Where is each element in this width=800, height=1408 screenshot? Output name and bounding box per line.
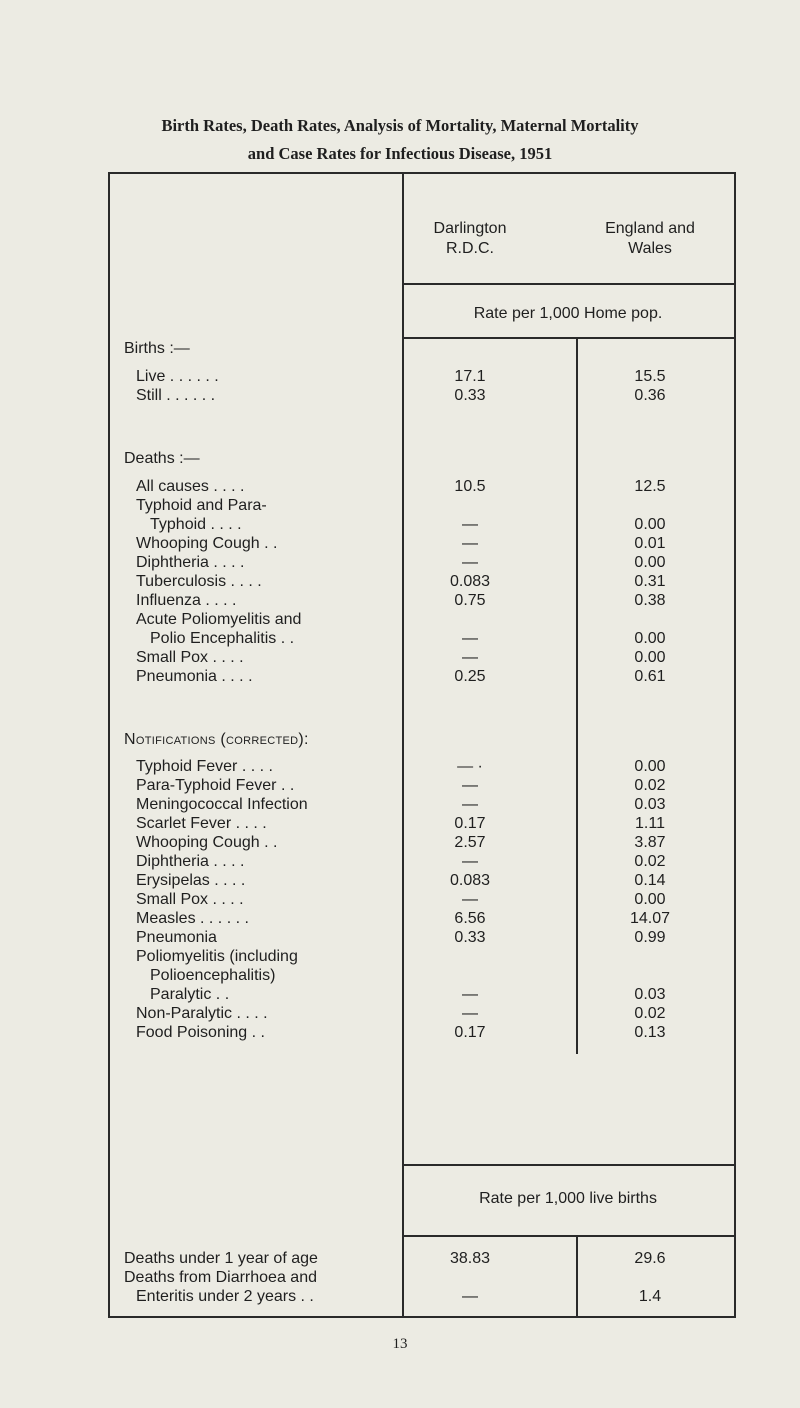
- row-label: Measles . . . . . .: [136, 910, 249, 927]
- row-value-england-wales: 0.02: [634, 777, 666, 794]
- row-value-england-wales: 0.36: [634, 387, 666, 404]
- row-label: Pneumonia: [136, 929, 217, 946]
- row-label: Typhoid Fever . . . .: [136, 758, 273, 775]
- row-value-darlington: 0.083: [449, 872, 491, 889]
- row-value-england-wales: 0.01: [634, 535, 666, 552]
- row-value-england-wales: 0.02: [634, 853, 666, 870]
- row-label: Erysipelas . . . .: [136, 872, 246, 889]
- row-value-darlington: —: [462, 891, 478, 908]
- row-value-darlington: 0.17: [454, 815, 486, 832]
- row-value-darlington: 0.083: [449, 573, 491, 590]
- row-label: Pneumonia . . . .: [136, 668, 253, 685]
- row-value-darlington: — ·: [457, 758, 483, 775]
- row-value-darlington: —: [462, 796, 478, 813]
- row-label: Whooping Cough . .: [136, 535, 278, 552]
- row-value-darlington: —: [462, 1288, 478, 1305]
- row-label: Typhoid and Para-: [136, 497, 267, 514]
- title-line-1: Birth Rates, Death Rates, Analysis of Mortality, Maternal Mortality: [161, 116, 639, 135]
- row-label: Still . . . . . .: [136, 387, 216, 404]
- rate-births-header: Rate per 1,000 live births: [479, 1190, 657, 1207]
- row-value-england-wales: 0.00: [634, 758, 666, 775]
- row-label: Tuberculosis . . . .: [136, 573, 262, 590]
- col1-header-line1: Darlington: [433, 220, 507, 237]
- row-value-england-wales: 0.00: [634, 516, 666, 533]
- rule-above-rate-births: [402, 1164, 734, 1166]
- row-label: Food Poisoning . .: [136, 1024, 265, 1041]
- row-value-england-wales: 0.03: [634, 986, 666, 1003]
- rule-under-area-names: [402, 283, 734, 285]
- row-value-darlington: 0.25: [454, 668, 486, 685]
- row-value-darlington: 0.17: [454, 1024, 486, 1041]
- row-value-darlington: —: [462, 649, 478, 666]
- row-value-darlington: —: [462, 554, 478, 571]
- rule-under-rate-home: [402, 337, 734, 339]
- row-label: Whooping Cough . .: [136, 834, 278, 851]
- row-value-england-wales: 0.31: [634, 573, 666, 590]
- row-label: Births :—: [124, 340, 190, 357]
- row-value-darlington: 2.57: [454, 834, 486, 851]
- row-label: Typhoid . . . .: [150, 516, 242, 533]
- row-value-england-wales: 12.5: [634, 478, 666, 495]
- row-value-england-wales: 3.87: [634, 834, 666, 851]
- row-value-darlington: —: [462, 630, 478, 647]
- rule-under-rate-births: [402, 1235, 734, 1237]
- row-value-darlington: 0.75: [454, 592, 486, 609]
- row-label: Deaths :—: [124, 450, 200, 467]
- column-divider-values-upper: [576, 338, 578, 1054]
- row-value-england-wales: 0.13: [634, 1024, 666, 1041]
- row-value-england-wales: 0.03: [634, 796, 666, 813]
- row-value-england-wales: 0.02: [634, 1005, 666, 1022]
- row-value-darlington: 0.33: [454, 929, 486, 946]
- col1-header-line2: R.D.C.: [446, 240, 494, 257]
- row-label: Influenza . . . .: [136, 592, 237, 609]
- row-label: Non-Paralytic . . . .: [136, 1005, 268, 1022]
- row-value-england-wales: 0.99: [634, 929, 666, 946]
- row-value-darlington: 38.83: [449, 1250, 491, 1267]
- row-label: Scarlet Fever . . . .: [136, 815, 267, 832]
- row-label: Diphtheria . . . .: [136, 554, 245, 571]
- row-value-england-wales: 0.61: [634, 668, 666, 685]
- row-value-darlington: 17.1: [454, 368, 486, 385]
- title-line-2: and Case Rates for Infectious Disease, 1951: [247, 144, 553, 163]
- row-value-england-wales: 0.14: [634, 872, 666, 889]
- row-value-england-wales: 29.6: [634, 1250, 666, 1267]
- row-value-darlington: —: [462, 777, 478, 794]
- row-label: Acute Poliomyelitis and: [136, 611, 302, 628]
- row-value-england-wales: 0.00: [634, 649, 666, 666]
- row-value-england-wales: 0.00: [634, 891, 666, 908]
- col2-header-line2: Wales: [628, 240, 672, 257]
- row-value-england-wales: 14.07: [629, 910, 671, 927]
- row-value-england-wales: 0.38: [634, 592, 666, 609]
- row-label: Deaths from Diarrhoea and: [124, 1269, 317, 1286]
- row-label: Polio Encephalitis . .: [150, 630, 295, 647]
- row-label: Paralytic . .: [150, 986, 230, 1003]
- row-value-england-wales: 15.5: [634, 368, 666, 385]
- row-label: Small Pox . . . .: [136, 891, 244, 908]
- row-value-england-wales: 1.11: [635, 815, 665, 832]
- row-label: Polioencephalitis): [150, 967, 276, 984]
- row-label: Poliomyelitis (including: [136, 948, 298, 965]
- row-label: Deaths under 1 year of age: [124, 1250, 318, 1267]
- column-divider-values-lower: [576, 1236, 578, 1316]
- row-value-darlington: —: [462, 853, 478, 870]
- col2-header-line1: England and: [605, 220, 695, 237]
- row-value-darlington: —: [462, 535, 478, 552]
- row-label: Small Pox . . . .: [136, 649, 244, 666]
- row-value-darlington: 10.5: [454, 478, 486, 495]
- row-value-england-wales: 0.00: [634, 630, 666, 647]
- row-value-darlington: 0.33: [454, 387, 486, 404]
- row-label: Meningococcal Infection: [136, 796, 308, 813]
- page-title: [0, 112, 800, 168]
- row-value-darlington: —: [462, 1005, 478, 1022]
- row-value-darlington: —: [462, 986, 478, 1003]
- row-value-england-wales: 1.4: [638, 1288, 662, 1305]
- column-divider-main: [402, 174, 404, 1316]
- row-value-darlington: —: [462, 516, 478, 533]
- row-label: Notifications (corrected):: [124, 731, 309, 748]
- row-label: Diphtheria . . . .: [136, 853, 245, 870]
- row-label: Enteritis under 2 years . .: [136, 1288, 314, 1305]
- row-value-darlington: 6.56: [454, 910, 486, 927]
- rate-home-header: Rate per 1,000 Home pop.: [473, 305, 663, 322]
- row-value-england-wales: 0.00: [634, 554, 666, 571]
- row-label: Live . . . . . .: [136, 368, 219, 385]
- row-label: All causes . . . .: [136, 478, 245, 495]
- page-number: 13: [392, 1336, 408, 1352]
- row-label: Para-Typhoid Fever . .: [136, 777, 295, 794]
